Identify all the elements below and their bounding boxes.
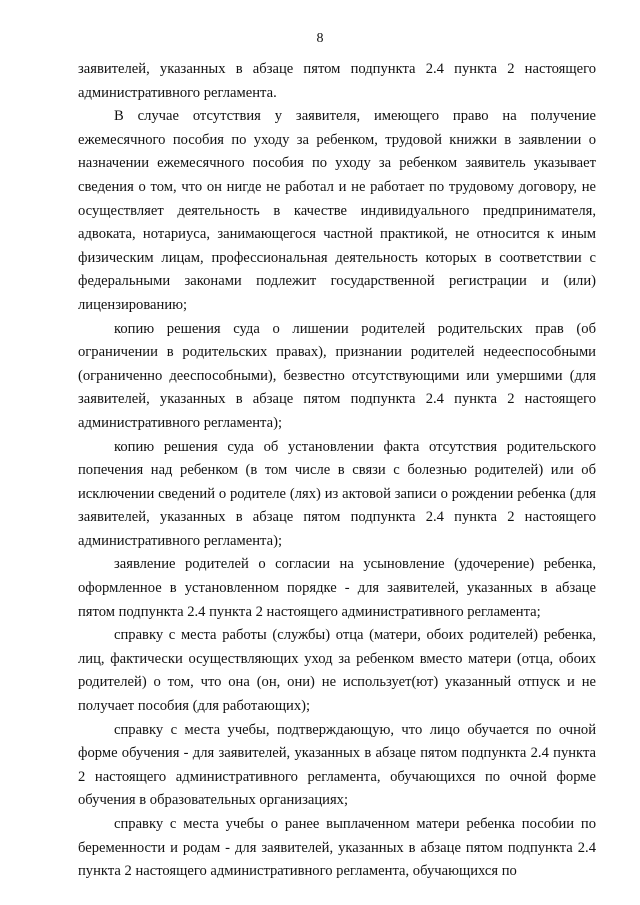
- paragraph-court-deprivation: копию решения суда о лишении родителей родительских прав (об ограничении в родительских правах), признании родителей недееспособными (ограниченно дееспособными), безвестно отсутствующими или умершими (для заявителей, указанных в абзаце пятом подпункта 2.4 пункта 2 настоящего административного регламента);: [78, 320, 596, 431]
- paragraph-continuation: заявителей, указанных в абзаце пятом подпункта 2.4 пункта 2 настоящего административного регламента.: [78, 61, 596, 101]
- paragraph-maternity-certificate: справку с места учебы о ранее выплаченном матери ребенка пособии по беременности и родам - для заявителей, указанных в абзаце пятом подпункта 2.4 пункта 2 настоящего административного регламента, обучающихся по: [78, 816, 596, 880]
- paragraph-court-absence-care: копию решения суда об установлении факта отсутствия родительского попечения над ребенком (в том числе в связи с болезнью родителей) или об исключении сведений о родителе (лях) из актовой записи о рождении ребенка (для заявителей, указанных в абзаце пятом подпункта 2.4 пункта 2 настоящего административного регламента);: [78, 438, 596, 549]
- page-number: 8: [316, 31, 324, 46]
- paragraph-no-work-record: В случае отсутствия у заявителя, имеющего право на получение ежемесячного пособия по уходу за ребенком, трудовой книжки в заявлении о назначении ежемесячного пособия по уходу за ребенком заявитель указывает сведения о том, что он нигде не работал и не работает по трудовому договору, не осуществляет деятельность в качестве индивидуального предпринимателя, адвоката, нотариуса, занимающегося частной практикой, не относится к иным физическим лицам, профессиональная деятельность которых в соответствии с федеральными законами подлежит государственной регистрации и (или) лицензированию;: [78, 108, 596, 313]
- paragraph-adoption-consent: заявление родителей о согласии на усыновление (удочерение) ребенка, оформленное в установленном порядке - для заявителей, указанных в абзаце пятом подпункта 2.4 пункта 2 настоящего административного регламента;: [78, 556, 596, 620]
- paragraph-workplace-certificate: справку с места работы (службы) отца (матери, обоих родителей) ребенка, лиц, фактически осуществляющих уход за ребенком вместо матери (отца, обоих родителей) о том, что она (он, они) не использует(ют) указанный отпуск и не получает пособия (для работающих);: [78, 627, 596, 715]
- document-body: [78, 58, 596, 884]
- paragraph-study-certificate: справку с места учебы, подтверждающую, что лицо обучается по очной форме обучения - для заявителей, указанных в абзаце пятом подпункта 2.4 пункта 2 настоящего административного регламента, обучающихся по очной форме обучения в образовательных организациях;: [78, 721, 596, 809]
